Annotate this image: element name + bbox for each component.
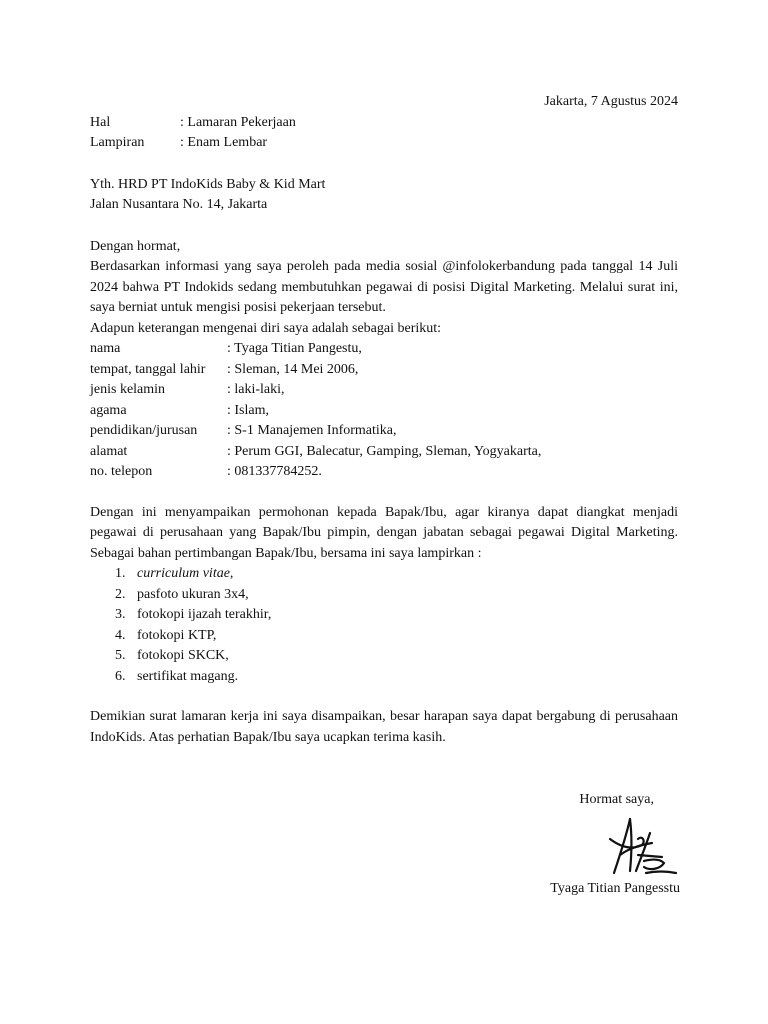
details-intro: Adapun keterangan mengenai diri saya adalah sebagai berikut:: [90, 320, 442, 336]
date-line: Jakarta, 7 Agustus 2024: [544, 94, 678, 109]
attachments-list: [90, 564, 678, 687]
detail-value: : Islam,: [227, 402, 269, 418]
detail-label: jenis kelamin: [90, 382, 166, 397]
detail-label: pendidikan/jurusan: [90, 423, 198, 438]
list-number: 6.: [115, 668, 126, 684]
detail-label: no. telepon: [90, 464, 153, 479]
detail-value: : S-1 Manajemen Informatika,: [227, 423, 397, 438]
list-item: [90, 585, 678, 606]
list-suffix: ,: [229, 566, 234, 581]
detail-value: : 081337784252.: [227, 464, 322, 479]
detail-row: [90, 401, 678, 422]
detail-row: [90, 360, 678, 381]
list-text: fotokopi ijazah terakhir,: [137, 607, 272, 622]
attachment-count-row: [90, 133, 678, 154]
detail-label: nama: [90, 341, 121, 356]
list-text: sertifikat magang.: [137, 668, 239, 684]
list-number: 2.: [115, 586, 126, 602]
recipient-line-2: Jalan Nusantara No. 14, Jakarta: [90, 197, 268, 212]
detail-label: agama: [90, 402, 127, 418]
detail-value: : laki-laki,: [227, 382, 285, 397]
subject-row: [90, 113, 678, 134]
detail-row: [90, 421, 678, 442]
list-number: 3.: [115, 607, 126, 622]
attachment-count-value: : Enam Lembar: [180, 135, 268, 150]
list-text: fotokopi SKCK,: [137, 648, 229, 663]
list-number: 4.: [115, 627, 126, 643]
letter-body: [90, 92, 678, 748]
signer-name: Tyaga Titian Pangesstu: [550, 880, 680, 896]
list-item: [90, 626, 678, 647]
list-number: 5.: [115, 648, 126, 663]
closing-greeting: Hormat saya,: [579, 792, 654, 807]
subject-value: : Lamaran Pekerjaan: [180, 114, 296, 130]
list-item: [90, 605, 678, 626]
detail-value: : Sleman, 14 Mei 2006,: [227, 361, 359, 377]
detail-label: alamat: [90, 443, 128, 459]
request-paragraph: Dengan ini menyampaikan permohonan kepada Bapak/Ibu, agar kiranya dapat diangkat menjadi pegawai di perusahaan yang Bapak/Ibu pimpin, dengan jabatan sebagai pegawai Digital Marketing. Sebagai bahan pertimbangan Bapak/Ibu, bersama ini saya lampirkan :: [90, 504, 678, 561]
recipient-line-1: Yth. HRD PT IndoKids Baby & Kid Mart: [90, 176, 326, 192]
detail-label: tempat, tanggal lahir: [90, 361, 206, 377]
detail-row: [90, 380, 678, 401]
attachment-count-label: Lampiran: [90, 135, 145, 150]
list-item: [90, 564, 678, 585]
list-number: 1.: [115, 566, 126, 581]
signature-block: [490, 790, 680, 899]
detail-row: [90, 462, 678, 483]
list-item: [90, 646, 678, 667]
detail-row: [90, 442, 678, 463]
detail-value: : Tyaga Titian Pangestu,: [227, 341, 362, 356]
list-text: curriculum vitae: [137, 566, 230, 581]
list-item: [90, 667, 678, 688]
list-text: pasfoto ukuran 3x4,: [137, 586, 249, 602]
subject-label: Hal: [90, 114, 111, 130]
intro-paragraph: Berdasarkan informasi yang saya peroleh pada media sosial @infolokerbandung pada tanggal 14 Juli 2024 bahwa PT Indokids sedang membutuhkan pegawai di posisi Digital Marketing. Melalui surat ini, saya berniat untuk mengisi posisi pekerjaan tersebut.: [90, 259, 678, 315]
salutation: Dengan hormat,: [90, 238, 181, 254]
detail-row: [90, 339, 678, 360]
detail-value: : Perum GGI, Balecatur, Gamping, Sleman, Yogyakarta,: [227, 443, 542, 459]
handwritten-signature: [580, 815, 680, 879]
list-text: fotokopi KTP,: [137, 627, 217, 643]
closing-paragraph: Demikian surat lamaran kerja ini saya disampaikan, besar harapan saya dapat bergabung di perusahaan IndoKids. Atas perhatian Bapak/Ibu saya ucapkan terima kasih.: [90, 709, 678, 745]
personal-details: [90, 339, 678, 483]
